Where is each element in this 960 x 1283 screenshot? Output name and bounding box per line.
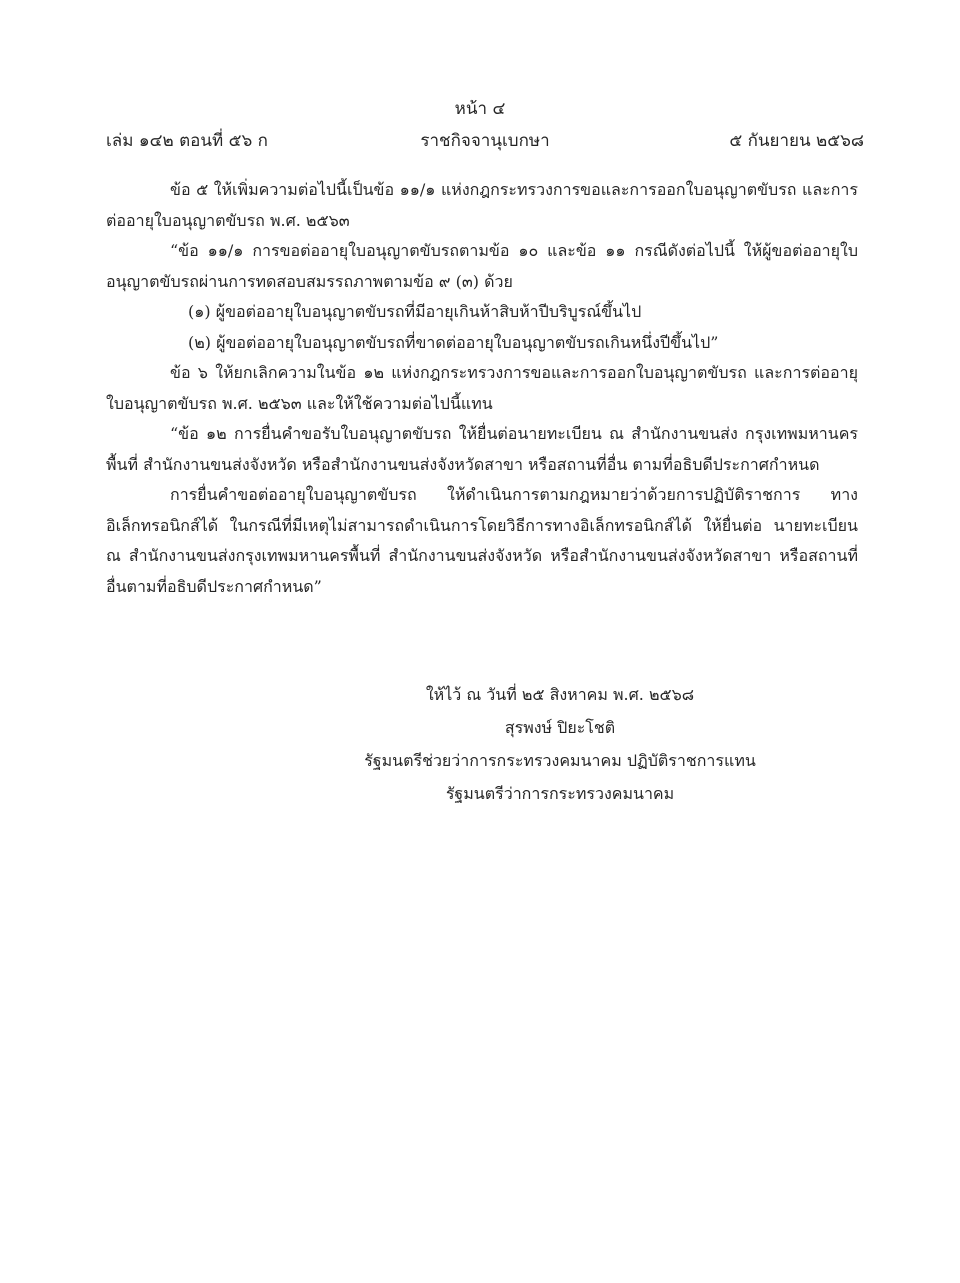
paragraph-clause-11-1: “ข้อ ๑๑/๑ การขอต่ออายุใบอนุญาตขับรถตามข้อ ๑๐ และข้อ ๑๑ กรณีดังต่อไปนี้ ให้ผู้ขอต่ออายุใบอนุญาตขับรถผ่านการทดสอบสมรรถภาพตามข้อ ๙ (๓) ด้วย — [106, 241, 858, 291]
paragraph-clause-5: ข้อ ๕ ให้เพิ่มความต่อไปนี้เป็นข้อ ๑๑/๑ แห่งกฎกระทรวงการขอและการออกใบอนุญาตขับรถ และการต่ออายุใบอนุญาตขับรถ พ.ศ. ๒๕๖๓ — [106, 180, 858, 230]
paragraph-renewal: การยื่นคำขอต่ออายุใบอนุญาตขับรถ ให้ดำเนินการตามกฎหมายว่าด้วยการปฏิบัติราชการ ทางอิเล็กทรอนิกส์ได้ ในกรณีที่มีเหตุไม่สามารถดำเนินการโดยวิธีการทางอิเล็กทรอนิกส์ได้ ให้ยื่นต่อ นายทะเบียน ณ สำนักงานขนส่งกรุงเทพมหานครพื้นที่ สำนักงานขนส่งจังหวัด หรือสำนักงานขนส่งจังหวัดสาขา หรือสถานที่อื่นตามที่อธิบดีประกาศกำหนด” — [106, 485, 858, 596]
signatory-position-2: รัฐมนตรีว่าการกระทรวงคมนาคม — [445, 784, 675, 803]
paragraph-clause-12: “ข้อ ๑๒ การยื่นคำขอรับใบอนุญาตขับรถ ให้ยื่นต่อนายทะเบียน ณ สำนักงานขนส่ง กรุงเทพมหานครพื้นที่ สำนักงานขนส่งจังหวัด หรือสำนักงานขนส่งจังหวัดสาขา หรือสถานที่อื่น ตามที่อธิบดีประกาศกำหนด — [106, 424, 858, 474]
signatory-position-1: รัฐมนตรีช่วยว่าการกระทรวงคมนาคม ปฏิบัติราชการแทน — [364, 751, 756, 770]
publication-title: ราชกิจจานุเบกษา — [420, 131, 550, 151]
running-header — [106, 128, 864, 154]
signatory-name: สุรพงษ์ ปิยะโชติ — [504, 718, 616, 737]
document-body — [106, 175, 858, 602]
given-date: ให้ไว้ ณ วันที่ ๒๕ สิงหาคม พ.ศ. ๒๕๖๘ — [425, 685, 695, 704]
list-item-2: (๒) ผู้ขอต่ออายุใบอนุญาตขับรถที่ขาดต่ออายุใบอนุญาตขับรถเกินหนึ่งปีขึ้นไป” — [188, 332, 719, 352]
publication-date: ๕ กันยายน ๒๕๖๘ — [729, 131, 864, 151]
signature-block — [300, 678, 820, 810]
paragraph-clause-6: ข้อ ๖ ให้ยกเลิกความในข้อ ๑๒ แห่งกฎกระทรวงการขอและการออกใบอนุญาตขับรถ และการต่ออายุใบอนุญาตขับรถ พ.ศ. ๒๕๖๓ และให้ใช้ความต่อไปนี้แทน — [106, 363, 858, 413]
list-item-1: (๑) ผู้ขอต่ออายุใบอนุญาตขับรถที่มีอายุเกินห้าสิบห้าปีบริบูรณ์ขึ้นไป — [188, 302, 642, 321]
page-number: หน้า ๔ — [454, 99, 506, 119]
volume-issue: เล่ม ๑๔๒ ตอนที่ ๕๖ ก — [106, 131, 268, 151]
